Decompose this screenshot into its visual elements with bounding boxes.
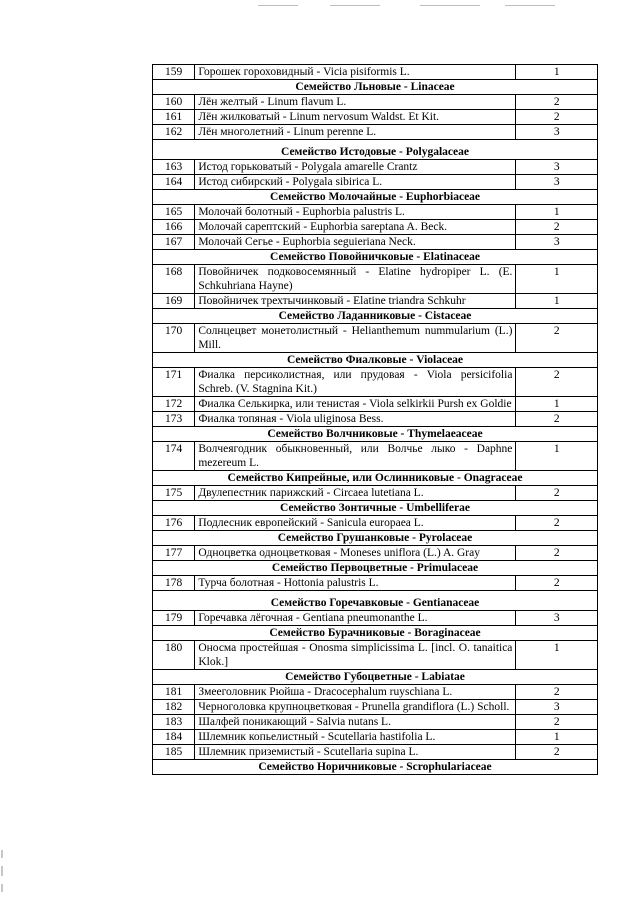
- rarity-category: 1: [516, 65, 598, 80]
- family-title: Семейство Грушанковые - Pyrolaceae: [153, 531, 598, 546]
- family-header-row: [153, 591, 598, 611]
- family-title: Семейство Льновые - Linaceae: [153, 80, 598, 95]
- rarity-category: 1: [516, 397, 598, 412]
- rarity-category: 2: [516, 685, 598, 700]
- family-header-row: [153, 427, 598, 442]
- species-row: [153, 125, 598, 140]
- row-number: 179: [153, 611, 195, 626]
- rarity-category: 3: [516, 160, 598, 175]
- species-row: [153, 641, 598, 670]
- row-number: 172: [153, 397, 195, 412]
- family-title: Семейство Фиалковые - Violaceae: [153, 353, 598, 368]
- species-name: Змееголовник Рюйша - Dracocephalum ruyschiana L.: [195, 685, 516, 700]
- row-number: 165: [153, 205, 195, 220]
- row-number: 178: [153, 576, 195, 591]
- row-number: 185: [153, 745, 195, 760]
- species-row: [153, 611, 598, 626]
- rarity-category: 1: [516, 641, 598, 670]
- species-row: [153, 220, 598, 235]
- species-name: Черноголовка крупноцветковая - Prunella grandiflora (L.) Scholl.: [195, 700, 516, 715]
- species-name: Шлемник копьелистный - Scutellaria hastifolia L.: [195, 730, 516, 745]
- family-header-row: [153, 353, 598, 368]
- species-row: [153, 576, 598, 591]
- rarity-category: 1: [516, 730, 598, 745]
- rarity-category: 3: [516, 611, 598, 626]
- species-row: [153, 175, 598, 190]
- species-name: Повойничек трехтычинковый - Elatine triandra Schkuhr: [195, 294, 516, 309]
- species-name: Истод горьковатый - Polygala amarelle Crantz: [195, 160, 516, 175]
- species-name: Фиалка топяная - Viola uliginosa Bess.: [195, 412, 516, 427]
- family-title: Семейство Кипрейные, или Ослинниковые - Onagraceae: [153, 471, 598, 486]
- row-number: 174: [153, 442, 195, 471]
- family-header-row: [153, 670, 598, 685]
- species-name: Лён многолетний - Linum perenne L.: [195, 125, 516, 140]
- family-header-row: [153, 471, 598, 486]
- row-number: 183: [153, 715, 195, 730]
- species-row: [153, 412, 598, 427]
- row-number: 175: [153, 486, 195, 501]
- family-title: Семейство Повойничковые - Elatinaceae: [153, 250, 598, 265]
- row-number: 163: [153, 160, 195, 175]
- species-name: Волчеягодник обыкновенный, или Волчье лыко - Daphne mezereum L.: [195, 442, 516, 471]
- species-name: Одноцветка одноцветковая - Moneses uniflora (L.) A. Gray: [195, 546, 516, 561]
- family-title: Семейство Зонтичные - Umbelliferae: [153, 501, 598, 516]
- row-number: 169: [153, 294, 195, 309]
- species-row: [153, 730, 598, 745]
- row-number: 176: [153, 516, 195, 531]
- species-row: [153, 95, 598, 110]
- rarity-category: 3: [516, 125, 598, 140]
- species-name: Турча болотная - Hottonia palustris L.: [195, 576, 516, 591]
- species-row: [153, 294, 598, 309]
- row-number: 184: [153, 730, 195, 745]
- row-number: 171: [153, 368, 195, 397]
- species-row: [153, 235, 598, 250]
- row-number: 159: [153, 65, 195, 80]
- species-row: [153, 442, 598, 471]
- family-header-row: [153, 626, 598, 641]
- rarity-category: 2: [516, 95, 598, 110]
- family-title: Семейство Волчниковые - Thymelaeaceae: [153, 427, 598, 442]
- family-title: Семейство Истодовые - Polygalaceae: [153, 140, 598, 160]
- row-number: 180: [153, 641, 195, 670]
- family-header-row: [153, 250, 598, 265]
- rarity-category: 2: [516, 368, 598, 397]
- rarity-category: 2: [516, 516, 598, 531]
- rarity-category: 1: [516, 442, 598, 471]
- species-name: Истод сибирский - Polygala sibirica L.: [195, 175, 516, 190]
- species-name: Лён жилковатый - Linum nervosum Waldst. Et Kit.: [195, 110, 516, 125]
- family-header-row: [153, 561, 598, 576]
- row-number: 168: [153, 265, 195, 294]
- family-header-row: [153, 140, 598, 160]
- species-row: [153, 486, 598, 501]
- species-row: [153, 368, 598, 397]
- rarity-category: 1: [516, 205, 598, 220]
- family-title: Семейство Бурачниковые - Boraginaceae: [153, 626, 598, 641]
- rarity-category: 2: [516, 546, 598, 561]
- row-number: 160: [153, 95, 195, 110]
- row-number: 170: [153, 324, 195, 353]
- family-title: Семейство Горечавковые - Gentianaceae: [153, 591, 598, 611]
- rarity-category: 2: [516, 412, 598, 427]
- top-scan-marks: [0, 0, 640, 12]
- species-row: [153, 546, 598, 561]
- rarity-category: 2: [516, 715, 598, 730]
- species-row: [153, 160, 598, 175]
- family-title: Семейство Норичниковые - Scrophulariaceae: [153, 760, 598, 775]
- row-number: 164: [153, 175, 195, 190]
- family-header-row: [153, 501, 598, 516]
- row-number: 181: [153, 685, 195, 700]
- red-book-species-table: [152, 64, 598, 775]
- rarity-category: 3: [516, 175, 598, 190]
- rarity-category: 1: [516, 294, 598, 309]
- species-row: [153, 715, 598, 730]
- species-name: Двулепестник парижский - Circaea lutetiana L.: [195, 486, 516, 501]
- family-header-row: [153, 309, 598, 324]
- species-row: [153, 65, 598, 80]
- family-header-row: [153, 531, 598, 546]
- species-row: [153, 685, 598, 700]
- row-number: 162: [153, 125, 195, 140]
- family-title: Семейство Первоцветные - Primulaceae: [153, 561, 598, 576]
- rarity-category: 2: [516, 486, 598, 501]
- row-number: 166: [153, 220, 195, 235]
- row-number: 173: [153, 412, 195, 427]
- family-header-row: [153, 80, 598, 95]
- rarity-category: 2: [516, 324, 598, 353]
- species-row: [153, 265, 598, 294]
- rarity-category: 3: [516, 700, 598, 715]
- family-title: Семейство Губоцветные - Labiatae: [153, 670, 598, 685]
- rarity-category: 2: [516, 745, 598, 760]
- family-header-row: [153, 760, 598, 775]
- family-title: Семейство Молочайные - Euphorbiaceae: [153, 190, 598, 205]
- row-number: 161: [153, 110, 195, 125]
- rarity-category: 3: [516, 235, 598, 250]
- rarity-category: 1: [516, 265, 598, 294]
- species-row: [153, 205, 598, 220]
- row-number: 167: [153, 235, 195, 250]
- species-row: [153, 745, 598, 760]
- table-body: [153, 65, 598, 775]
- species-name: Лён желтый - Linum flavum L.: [195, 95, 516, 110]
- row-number: 182: [153, 700, 195, 715]
- species-name: Шалфей поникающий - Salvia nutans L.: [195, 715, 516, 730]
- species-name: Молочай Сегье - Euphorbia seguieriana Neck.: [195, 235, 516, 250]
- species-row: [153, 700, 598, 715]
- rarity-category: 2: [516, 110, 598, 125]
- family-title: Семейство Ладанниковые - Cistaceae: [153, 309, 598, 324]
- rarity-category: 2: [516, 220, 598, 235]
- species-name: Молочай болотный - Euphorbia palustris L.: [195, 205, 516, 220]
- species-name: Солнцецвет монетолистный - Helianthemum nummularium (L.) Mill.: [195, 324, 516, 353]
- species-name: Оносма простейшая - Onosma simplicissima L. [incl. O. tanaitica Klok.]: [195, 641, 516, 670]
- species-name: Повойничек подковосемянный - Elatine hydropiper L. (E. Schkuhriana Hayne): [195, 265, 516, 294]
- family-header-row: [153, 190, 598, 205]
- species-name: Фиалка Селькирка, или тенистая - Viola selkirkii Pursh ex Goldie: [195, 397, 516, 412]
- species-row: [153, 397, 598, 412]
- row-number: 177: [153, 546, 195, 561]
- species-row: [153, 324, 598, 353]
- species-name: Горошек гороховидный - Vicia pisiformis L.: [195, 65, 516, 80]
- species-name: Фиалка персиколистная, или прудовая - Viola persicifolia Schreb. (V. Stagnina Kit.): [195, 368, 516, 397]
- species-name: Шлемник приземистый - Scutellaria supina L.: [195, 745, 516, 760]
- species-name: Горечавка лёгочная - Gentiana pneumonanthe L.: [195, 611, 516, 626]
- species-row: [153, 516, 598, 531]
- rarity-category: 2: [516, 576, 598, 591]
- species-name: Молочай сарептский - Euphorbia sareptana A. Beck.: [195, 220, 516, 235]
- species-row: [153, 110, 598, 125]
- species-name: Подлесник европейский - Sanicula europaea L.: [195, 516, 516, 531]
